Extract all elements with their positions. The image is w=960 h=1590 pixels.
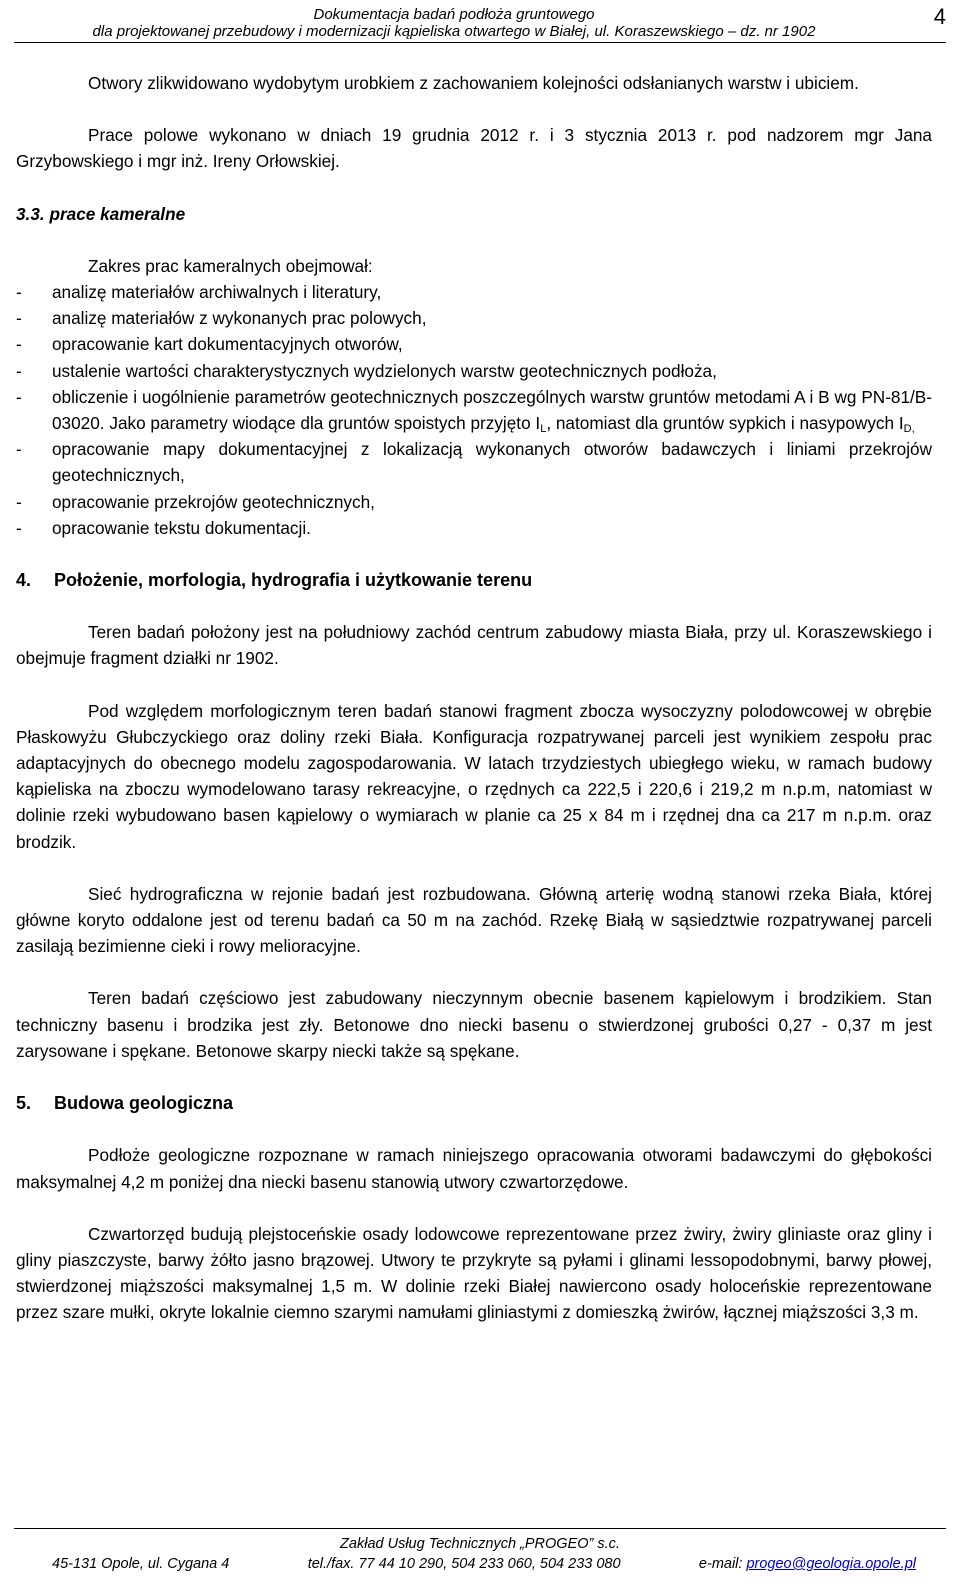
list-item-text: , natomiast dla gruntów sypkich i nasypowych I bbox=[546, 413, 904, 434]
list-item: - opracowanie kart dokumentacyjnych otworów, bbox=[16, 331, 932, 357]
paragraph-boreholes: Otwory zlikwidowano wydobytym urobkiem z zachowaniem kolejności odsłanianych warstw i ubiciem. bbox=[88, 73, 859, 93]
paragraph-location: Teren badań położony jest na południowy zachód centrum zabudowy miasta Biała, przy ul. Koraszewskiego i obejmuje fragment działki nr 1902. bbox=[16, 622, 932, 669]
header-subtitle: dla projektowanej przebudowy i modernizacji kąpieliska otwartego w Białej, ul. Koraszewskiego – dz. nr 1902 bbox=[92, 23, 816, 40]
office-work-list bbox=[16, 279, 932, 541]
section-3-3-lead: Zakres prac kameralnych obejmował: bbox=[88, 255, 373, 276]
header-title: Dokumentacja badań podłoża gruntowego bbox=[313, 6, 595, 23]
paragraph-quaternary: Czwartorzęd budują plejstoceńskie osady lodowcowe reprezentowane przez żwiry, żwiry gliniaste oraz gliny i gliny piaszczyste, barwy żółto jasno brązowej. Utwory te przykryte są pyłami i glinami lessopodobnymi, barwy płowej, stwierdzonej miąższości maksymalnej 1,5 m. W dolinie rzeki Białej nawiercono osady holoceńskie reprezentowane przez szare mułki, okryte lokalnie ciemno szarymi namułami gliniastymi z domieszką żwirów, łącznej miąższości 3,3 m. bbox=[16, 1223, 932, 1323]
list-item: - analizę materiałów z wykonanych prac polowych, bbox=[16, 305, 932, 331]
list-item: - opracowanie przekrojów geotechnicznych, bbox=[16, 489, 932, 515]
list-item: - opracowanie tekstu dokumentacji. bbox=[16, 515, 932, 541]
footer-email-label: e-mail: bbox=[698, 1556, 743, 1572]
list-item: - analizę materiałów archiwalnych i literatury, bbox=[16, 279, 932, 305]
section-3-3-heading: 3.3. prace kameralne bbox=[16, 203, 186, 224]
paragraph-morphology: Pod względem morfologicznym teren badań stanowi fragment zbocza wysoczyzny polodowcowej w obrębie Płaskowyżu Głubczyckiego oraz doliny rzeki Biała. Konfiguracja rozpatrywanej parceli jest wynikiem zespołu prac adaptacyjnych do obecnego modelu zagospodarowania. W latach trzydziestych ubiegłego wieku, w ramach budowy kąpieliska na zboczu wymodelowano tarasy rekreacyjne, o rzędnych ca 222,5 i 220,6 i 219,2 m n.p.m, natomiast w dolinie rzeki wybudowano basen kąpielowy o wymiarach w planie ca 25 x 84 m i rzędnej dna ca 217 m n.p.m. oraz brodzik. bbox=[16, 700, 932, 852]
section-4-heading bbox=[16, 567, 932, 593]
footer-contact bbox=[14, 1555, 946, 1573]
section-5-title: Budowa geologiczna bbox=[54, 1093, 234, 1114]
symbol-subscript-l: L bbox=[540, 423, 547, 436]
footer-email-block bbox=[699, 1555, 916, 1573]
list-item bbox=[16, 384, 932, 436]
footer-company: Zakład Usług Technicznych „PROGEO” s.c. bbox=[340, 1536, 620, 1552]
section-5-number: 5. bbox=[16, 1093, 32, 1114]
paragraph-land-use: Teren badań częściowo jest zabudowany nieczynnym obecnie basenem kąpielowym i brodzikiem. Stan techniczny basenu i brodzika jest zły. Betonowe dno niecki basenu o stwierdzonej grubości 0,27 - 0,37 m jest zarysowane i spękane. Betonowe skarpy niecki także są spękane. bbox=[16, 988, 932, 1061]
section-4-title: Położenie, morfologia, hydrografia i użytkowanie terenu bbox=[54, 570, 533, 591]
paragraph-hydrography: Sieć hydrograficzna w rejonie badań jest rozbudowana. Główną arterię wodną stanowi rzeka Biała, której główne koryto oddalone jest od terenu badań ca 50 m na zachód. Rzekę Białą w sąsiedztwie rozpatrywanej parceli zasilają bezimienne cieki i rowy melioracyjne. bbox=[16, 883, 932, 957]
list-item: - ustalenie wartości charakterystycznych wydzielonych warstw geotechnicznych podłoża, bbox=[16, 358, 932, 384]
footer-divider bbox=[14, 1528, 946, 1529]
section-4-number: 4. bbox=[16, 570, 32, 591]
list-item: - opracowanie mapy dokumentacyjnej z lokalizacją wykonanych otworów badawczych i liniami przekrojów geotechnicznych, bbox=[16, 436, 932, 488]
page-body bbox=[16, 70, 932, 1326]
page-number: 4 bbox=[933, 4, 946, 29]
symbol-subscript-d: D, bbox=[903, 423, 915, 436]
footer-address: 45-131 Opole, ul. Cygana 4 bbox=[52, 1556, 230, 1572]
footer-email-link[interactable]: progeo@geologia.opole.pl bbox=[746, 1556, 916, 1572]
page-header bbox=[14, 6, 894, 40]
list-item-text: obliczenie i uogólnienie parametrów geotechnicznych poszczególnych warstw gruntów metodami A i B wg PN-81/B-03020. Jako parametry wiodące dla gruntów spoistych przyjęto I bbox=[52, 386, 932, 434]
page-footer bbox=[14, 1535, 946, 1573]
paragraph-geology-intro: Podłoże geologiczne rozpoznane w ramach niniejszego opracowania otworami badawczymi do głębokości maksymalnej 4,2 m poniżej dna niecki basenu stanowią utwory czwartorzędowe. bbox=[16, 1145, 932, 1192]
section-5-heading bbox=[16, 1090, 932, 1116]
header-divider bbox=[14, 42, 946, 43]
footer-phone: tel./fax. 77 44 10 290, 504 233 060, 504 233 080 bbox=[307, 1556, 621, 1572]
paragraph-fieldwork: Prace polowe wykonano w dniach 19 grudnia 2012 r. i 3 stycznia 2013 r. pod nadzorem mgr Jana Grzybowskiego i mgr inż. Ireny Orłowskiej. bbox=[16, 125, 932, 172]
